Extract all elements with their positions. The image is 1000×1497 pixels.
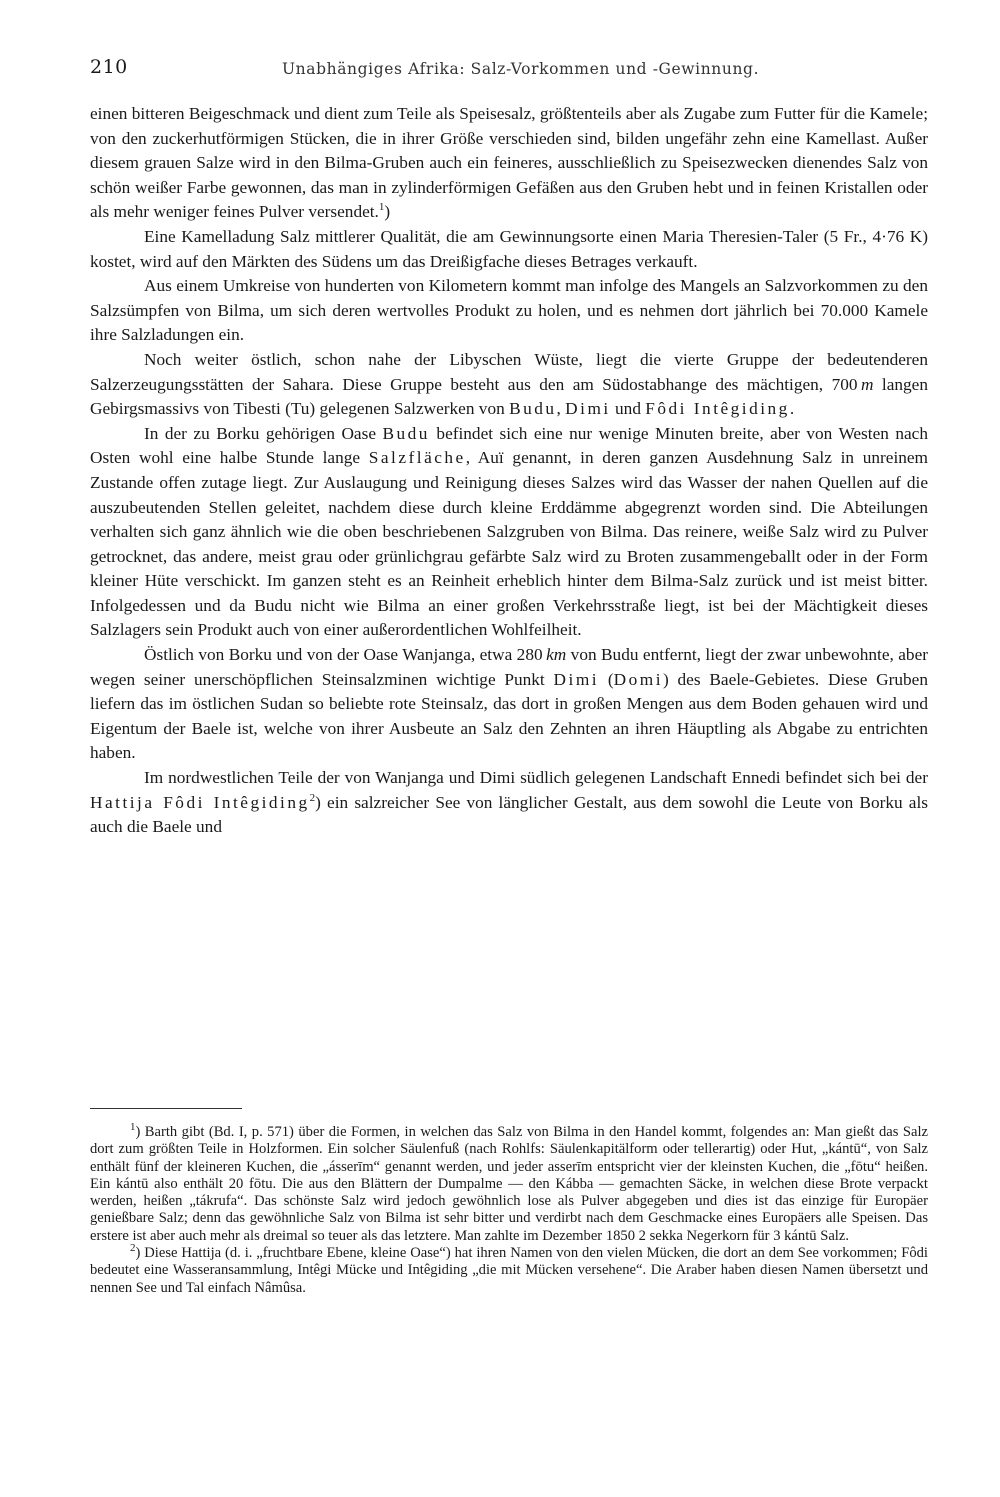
paragraph-3: Aus einem Umkreise von hunderten von Kilometern kommt man infolge des Mangels an Salzvorkommen zu den Salzsümpfen von Bilma, um sich deren wertvolles Produkt zu holen, und es nehmen dort jährlich bei 70.000 Kamele ihre Salzladungen ein. (90, 276, 928, 345)
place-hattija: Hattija Fôdi Intêgiding (90, 792, 310, 812)
footnote-ref-2: 2 (309, 791, 316, 804)
footnote-ref-1: 1 (378, 201, 385, 214)
paragraph-7: Im nordwestlichen Teile der von Wanjanga und Dimi südlich gelegenen Landschaft Ennedi befindet sich bei der Hattija Fôdi Intêgiding$^2$) ein salzreicher See von länglicher Gestalt, aus dem sowohl die Leute von Borku als auch die Baele und (90, 768, 928, 837)
footnote-divider (90, 1108, 242, 1109)
paragraph-4: Noch weiter östlich, schon nahe der Libyschen Wüste, liegt die vierte Gruppe der bedeutenderen Salzerzeugungsstätten der Sahara. Diese Gruppe besteht aus den am Südostabhange des mächtigen, 700 m langen Gebirgsmassivs von Tibesti (Tu) gelegenen Salzwerken von Budu, Dimi und Fôdi Intêgiding. (90, 349, 928, 419)
paragraph-1: einen bitteren Beigeschmack und dient zum Teile als Speisesalz, größtenteils aber als Zugabe zum Futter für die Kamele; von den zuckerhutförmigen Stücken, die in ihrer Größe verschieden sind, bilden ungefähr zehn eine Kamellast. Außer diesem grauen Salze wird in den Bilma-Gruben auch ein feineres, ausschließlich zu Speisezwecken dienendes Salz von schön weißer Farbe gewonnen, das man in zylinderförmigen Gefäßen aus den Gruben hebt und in feinen Kristallen oder als mehr weniger feines Pulver versendet.$^1$) (90, 104, 928, 222)
paragraph-5: In der zu Borku gehörigen Oase Budu befindet sich eine nur wenige Minuten breite, aber von Westen nach Osten wohl eine halbe Stunde lange Salzfläche, Auï genannt, in deren ganzen Ausdehnung Salz in unreinem Zustande offen zutage liegt. Zur Auslaugung und Reinigung dieses Salzes wird das Wasser der nahen Quellen auf die auszubeutenden Stellen geleitet, nachdem diese durch kleine Erddämme abgegrenzt worden sind. Die Abteilungen verhalten sich ganz ähnlich wie die oben beschriebenen Salzgruben von Bilma. Das reinere, weiße Salz wird zu Pulver getrocknet, das andere, meist grau oder grünlichgrau gefärbte Salz wird zu Broten zusammengeballt oder in der Form kleiner Hüte verschickt. Im ganzen steht es an Reinheit erheblich hinter dem Bilma-Salz zurück und ist meist bitter. Infolgedessen und da Budu nicht wie Bilma an einer großen Verkehrsstraße liegt, ist bei der Mächtigkeit dieses Salzlagers sein Produkt auch von einer außerordentlichen Wohlfeilheit. (90, 423, 929, 640)
place-dimi: Dimi (565, 399, 611, 419)
footnote-1: $^1$) Barth gibt (Bd. I, p. 571) über die Formen, in welchen das Salz von Bilma in den Handel kommt, folgendes an: Man gießt das Salz dort zum größten Teile in Holzformen. Ein solcher Säulenfuß (nach Rohlfs: Säulenkapitälform oder tellerartig) oder Hut, „kántū“, von Salz enthält fünf der kleineren Kuchen, die „ásserīm“ genannt werden, und jeder asserīm entspricht vier der kleinsten Kuchen, die „fōtu“ heißen. Ein kántū also enthält 20 fōtu. Die aus den Blättern der Dumpalme — den Kábba — gemachten Säcke, in welchen diese Brote verpackt werden, heißen „tákrufa“. Das schönste Salz wird jedoch gewöhnlich lose als Pulver abgegeben und dies ist das einzige für Europäer genießbare Salz; denn das gewöhnliche Salz von Bilma ist sehr bitter und verdirbt nach dem Geschmacke eines Europäers alle Speisen. Das erstere ist aber auch mehr als dreimal so teuer als das letztere. Man zahlte im Dezember 1850 2 sekka Negerkorn für 3 kántū Salz. (90, 1121, 928, 1244)
unit-km: km (546, 645, 567, 665)
running-title: Unabhängiges Afrika: Salz-Vorkommen und -Gewinnung. (282, 60, 760, 78)
body-text (90, 102, 928, 840)
footnote-2: $^2$) Diese Hattija (d. i. „fruchtbare Ebene, kleine Oase“) hat ihren Namen von den vielen Mücken, die dort an dem See vorkommen; Fôdi bedeutet eine Wasseransammlung, Intêgi Mücke und Intêgiding „die mit Mücken versehene“. Die Araber haben diesen Namen übersetzt und nennen See und Tal einfach Nâmûsa. (90, 1242, 928, 1296)
page-header (90, 56, 930, 86)
place-dimi-2: Dimi (553, 669, 600, 689)
unit-m: m (860, 374, 874, 394)
place-budu: Budu (509, 399, 557, 419)
place-domi: Domi (613, 669, 663, 689)
page-number: 210 (90, 56, 128, 78)
place-budu-2: Budu (382, 423, 430, 443)
footnotes (90, 1121, 928, 1297)
paragraph-6: Östlich von Borku und von der Oase Wanjanga, etwa 280 km von Budu entfernt, liegt der zwar unbewohnte, aber wegen seiner unerschöpflichen Steinsalzminen wichtige Punkt Dimi (Domi) des Baele-Gebietes. Diese Gruben liefern das im östlichen Sudan so beliebte rote Steinsalz, das dort in großen Mengen aus dem Boden gehauen wird und Eigentum der Baele ist, welche von ihrer Ausbeute an Salz den Zehnten an ihren Häuptling als Abgabe zu entrichten haben. (90, 645, 928, 763)
term-salzflaeche: Salzfläche (368, 448, 466, 468)
place-fodi: Fôdi Intêgiding (645, 399, 790, 419)
paragraph-2: Eine Kamelladung Salz mittlerer Qualität, die am Gewinnungsorte einen Maria Theresien-Taler (5 Fr., 4·76 K) kostet, wird auf den Märkten des Südens um das Dreißigfache dieses Betrages verkauft. (90, 226, 928, 271)
